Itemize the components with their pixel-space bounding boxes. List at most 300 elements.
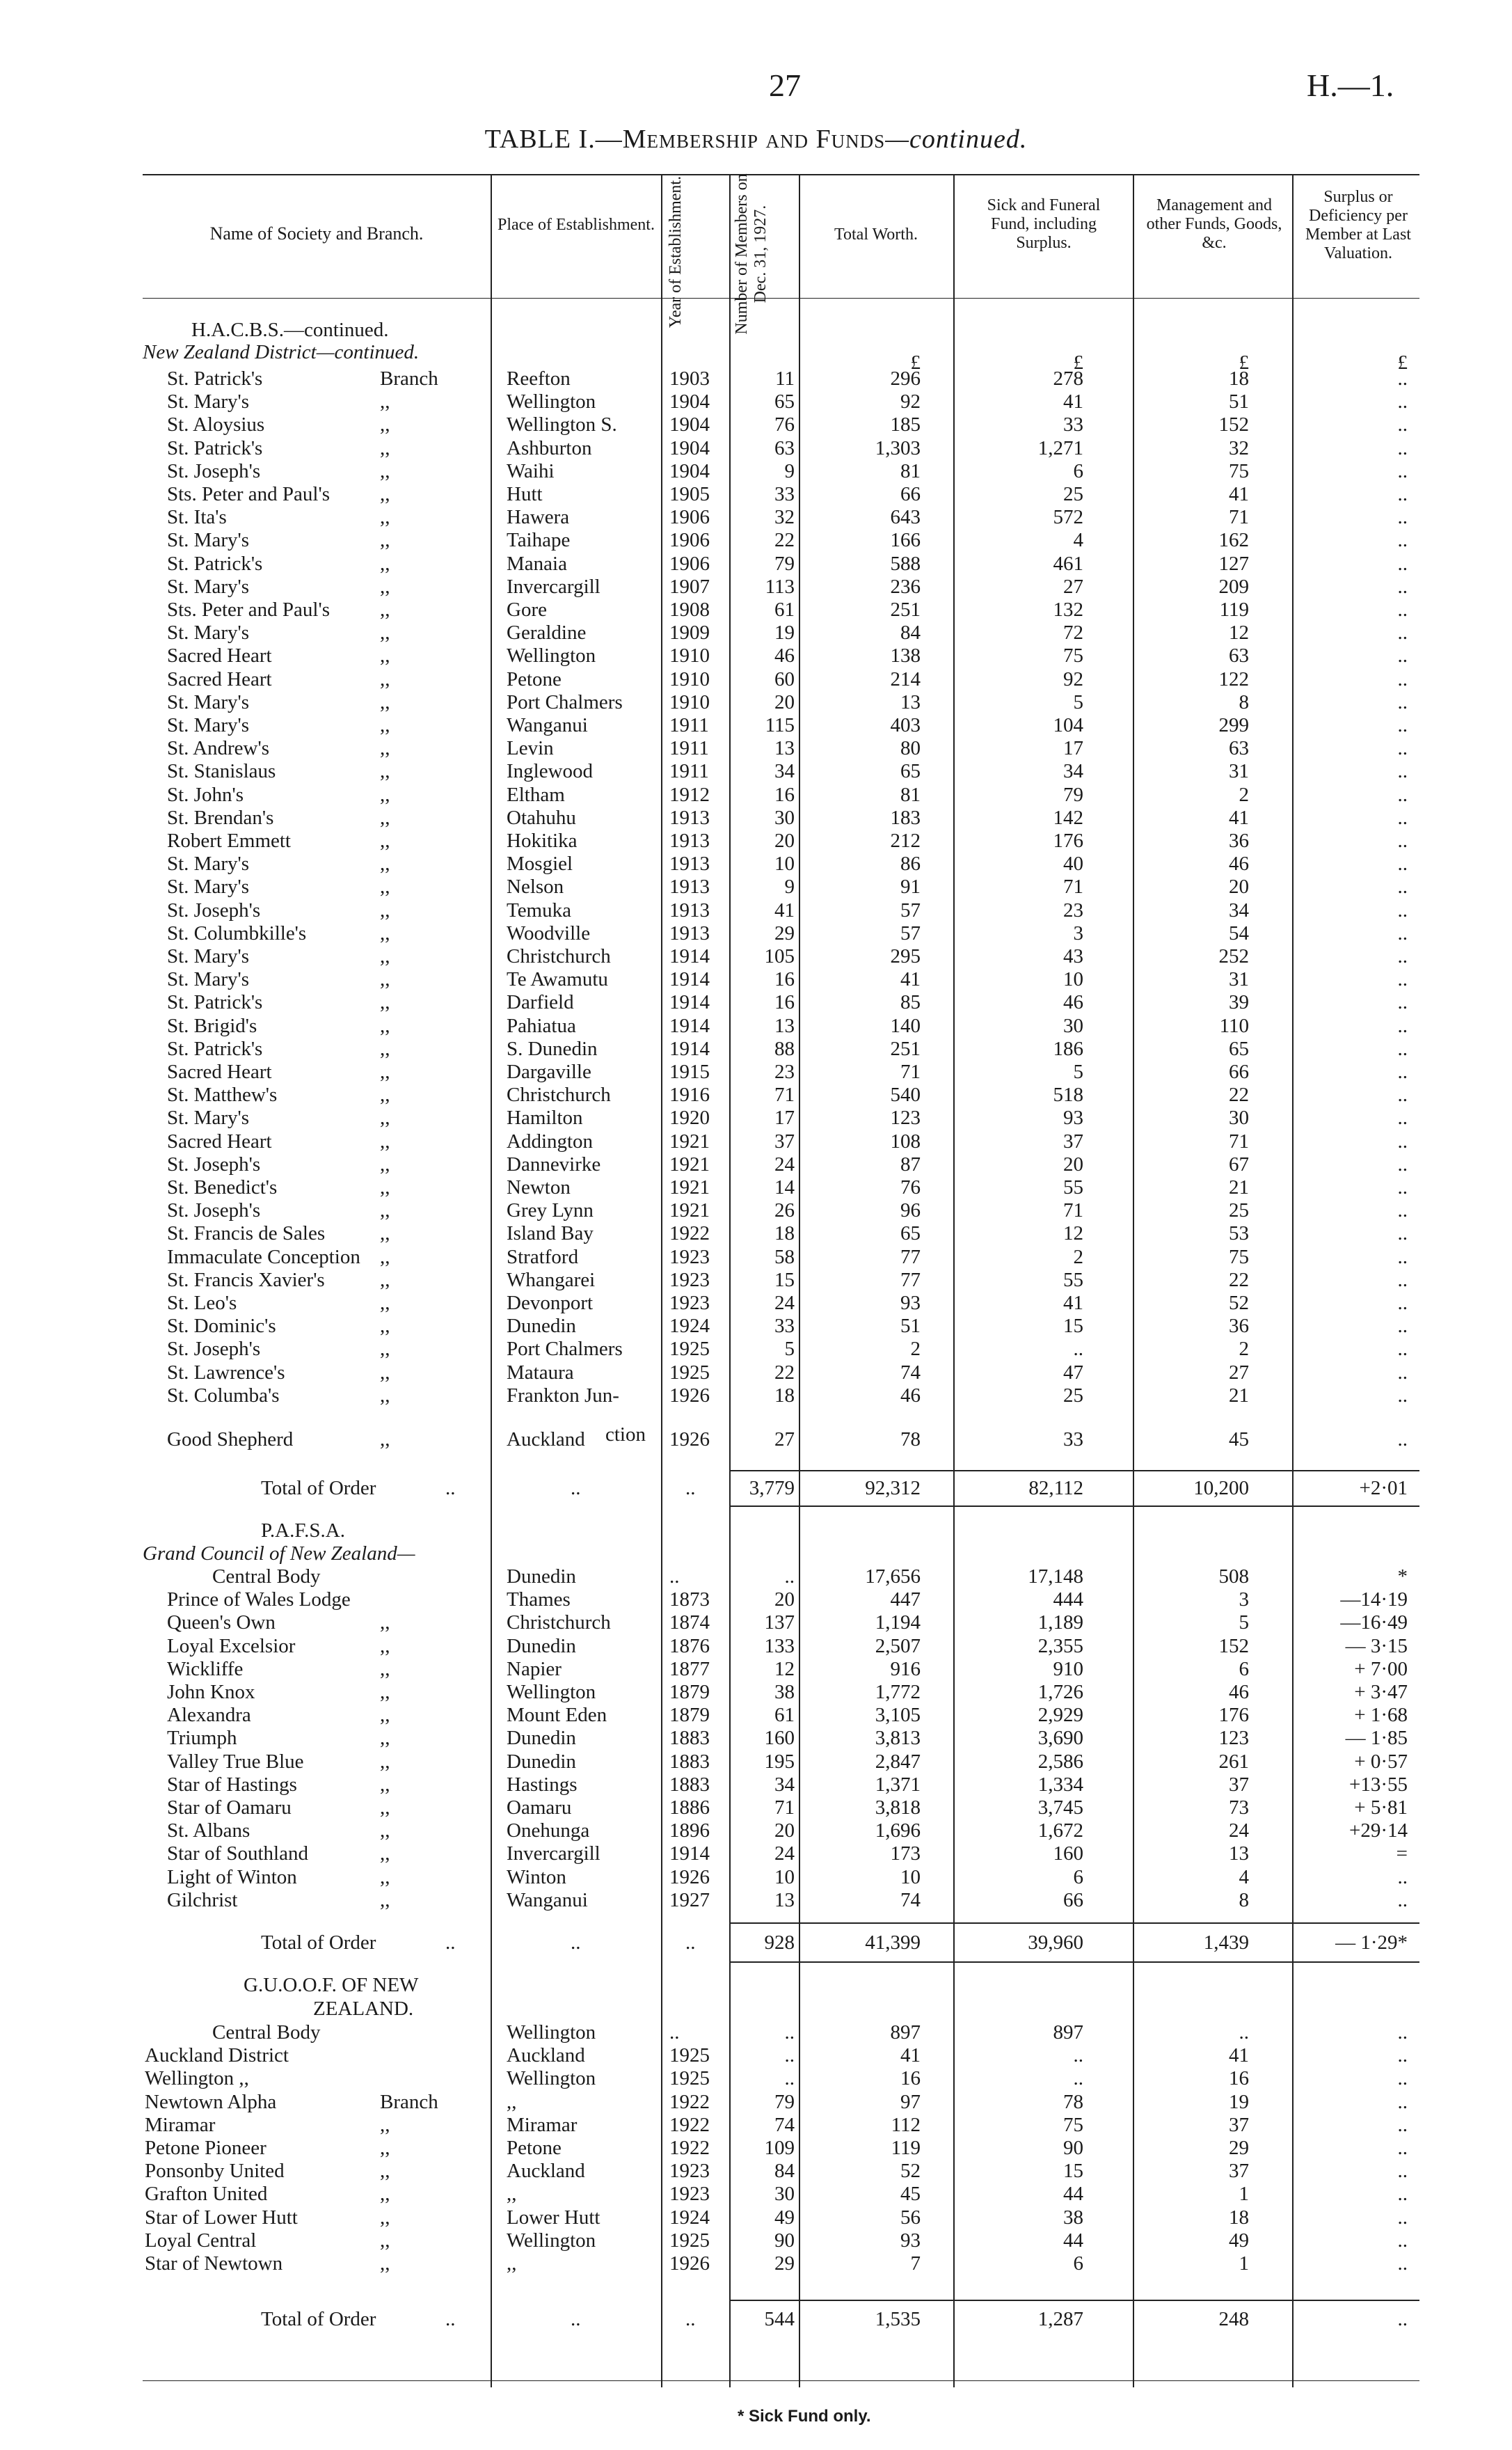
sick-funeral-fund: 1,672: [1037, 1819, 1083, 1842]
surplus-per-member: ..: [1397, 1865, 1408, 1888]
total-worth: 2,507: [875, 1634, 921, 1657]
ditto-mark: ,,: [380, 853, 390, 876]
sick-funeral-fund: 90: [1063, 2137, 1083, 2159]
place-of-establishment: Napier: [507, 1657, 562, 1680]
surplus-per-member: =: [1396, 1842, 1408, 1865]
total-worth: 643: [890, 506, 921, 529]
member-count: 11: [775, 368, 795, 390]
management-funds: 162: [1218, 529, 1249, 552]
ditto-mark: ,,: [380, 1657, 390, 1680]
table-row: [0, 760, 1512, 783]
table-row: [0, 1246, 1512, 1269]
place-of-establishment: Auckland: [507, 2160, 585, 2183]
member-count: 58: [774, 1245, 795, 1268]
header-sick: Sick and Funeral Fund, including Surplus.: [987, 196, 1101, 252]
ditto-mark: ,,: [380, 1245, 390, 1268]
total-worth: 1,535: [875, 2308, 921, 2330]
year-established: 1883: [669, 1750, 710, 1773]
member-count: ..: [784, 2044, 795, 2067]
year-established: 1883: [669, 1727, 710, 1750]
guoof-heading-1: G.U.O.O.F. OF NEW: [244, 1974, 419, 1996]
sick-funeral-fund: 6: [1073, 459, 1083, 482]
place-of-establishment: Wellington: [507, 1681, 596, 1703]
year-established: 1909: [669, 622, 710, 645]
currency-sick: £: [1073, 351, 1083, 374]
member-count: 13: [774, 1888, 795, 1911]
year-established: 1896: [669, 1819, 710, 1842]
place-of-establishment: Petone: [507, 2137, 562, 2159]
year-established: 1925: [669, 2044, 710, 2067]
member-count: 18: [774, 1222, 795, 1245]
ditto-mark: ,,: [380, 2160, 390, 2183]
sick-funeral-fund: 2,355: [1037, 1634, 1083, 1657]
member-count: 17: [774, 1107, 795, 1130]
year-established: 1924: [669, 2206, 710, 2229]
member-count: 13: [774, 1014, 795, 1037]
society-name: Grafton United: [145, 2183, 268, 2206]
surplus-per-member: +29·14: [1348, 1819, 1408, 1842]
sick-funeral-fund: 461: [1053, 552, 1083, 575]
ditto-mark: ,,: [380, 968, 390, 991]
place-of-establishment: Wellington: [507, 2229, 596, 2252]
leader-dots: ..: [685, 1931, 696, 1954]
year-established: 1904: [669, 436, 710, 459]
member-count: 79: [774, 2090, 795, 2113]
table-row: [0, 668, 1512, 691]
table-row: [0, 899, 1512, 922]
management-funds: 29: [1229, 2137, 1249, 2159]
member-count: 65: [774, 390, 795, 413]
year-established: 1922: [669, 2137, 710, 2159]
year-established: 1922: [669, 2113, 710, 2136]
surplus-per-member: ..: [1397, 922, 1408, 945]
surplus-per-member: ..: [1397, 1338, 1408, 1361]
ditto-mark: ,,: [380, 1611, 390, 1634]
total-worth: 3,105: [875, 1704, 921, 1727]
table-row: [0, 1889, 1512, 1912]
management-funds: 52: [1229, 1292, 1249, 1314]
ditto-mark: ,,: [380, 622, 390, 645]
leader-dots: ..: [445, 1931, 456, 1954]
member-count: 19: [774, 622, 795, 645]
place-of-establishment: ,,: [507, 2252, 517, 2275]
sick-funeral-fund: 41: [1063, 1292, 1083, 1314]
society-name: St. Lawrence's: [167, 1361, 285, 1384]
surplus-per-member: ..: [1397, 1384, 1408, 1407]
management-funds: 3: [1239, 1588, 1249, 1611]
management-funds: 110: [1219, 1014, 1249, 1037]
table-row: [0, 1130, 1512, 1153]
table-row: [0, 714, 1512, 737]
surplus-per-member: ..: [1397, 1130, 1408, 1153]
ditto-mark: ,,: [380, 1014, 390, 1037]
table-row: [0, 413, 1512, 436]
leader-dots: ..: [445, 1477, 456, 1499]
ditto-mark: ,,: [380, 1796, 390, 1819]
header-year: Year of Establishment.: [667, 175, 685, 329]
society-name: Sts. Peter and Paul's: [167, 483, 330, 505]
member-count: 32: [774, 506, 795, 529]
member-count: 20: [774, 1588, 795, 1611]
society-name: Loyal Central: [145, 2229, 257, 2252]
place-of-establishment: Levin: [507, 737, 554, 760]
ditto-mark: ,,: [380, 1384, 390, 1407]
management-funds: 21: [1229, 1176, 1249, 1199]
total-sick: 1,287: [1037, 2308, 1083, 2330]
surplus-per-member: ..: [1397, 690, 1408, 713]
surplus-per-member: ..: [1397, 806, 1408, 829]
total-worth: 1,772: [875, 1681, 921, 1703]
member-count: 61: [774, 599, 795, 621]
year-established: 1920: [669, 1107, 710, 1130]
total-worth: 2: [910, 1338, 921, 1361]
total-worth: 13: [900, 690, 921, 713]
total-worth: 897: [890, 2021, 921, 2044]
member-count: 137: [764, 1611, 795, 1634]
table-row: [0, 1015, 1512, 1038]
society-name: Star of Southland: [167, 1842, 308, 1865]
member-count: 113: [765, 575, 795, 598]
surplus-per-member: ..: [1397, 1107, 1408, 1130]
society-name: Wickliffe: [167, 1657, 244, 1680]
ditto-mark: ,,: [380, 1704, 390, 1727]
sick-funeral-fund: 6: [1073, 2252, 1083, 2275]
management-funds: 22: [1229, 1084, 1249, 1107]
society-name: St. Mary's: [167, 690, 250, 713]
total-worth: 93: [900, 2229, 921, 2252]
total-worth: 66: [900, 483, 921, 505]
year-established: ..: [669, 1565, 680, 1588]
year-established: 1913: [669, 806, 710, 829]
society-name: Star of Hastings: [167, 1773, 297, 1796]
sick-funeral-fund: 72: [1063, 622, 1083, 645]
table-row: [0, 2229, 1512, 2252]
member-count: 10: [774, 1865, 795, 1888]
sick-funeral-fund: 44: [1063, 2229, 1083, 2252]
year-established: 1914: [669, 1037, 710, 1060]
table-row: [0, 1038, 1512, 1061]
table-row: [0, 2252, 1512, 2275]
table-row: [0, 1750, 1512, 1773]
pafsa-total-rule-top: [729, 1922, 1419, 1924]
table-row: [0, 1611, 1512, 1634]
total-worth: 41: [900, 968, 921, 991]
society-name: Newtown Alpha: [145, 2090, 277, 2113]
surplus-per-member: ..: [1397, 645, 1408, 667]
management-funds: 66: [1229, 1061, 1249, 1083]
ditto-mark: ,,: [380, 1842, 390, 1865]
ditto-mark: ,,: [380, 922, 390, 945]
member-count: 71: [774, 1084, 795, 1107]
table-row: [0, 1727, 1512, 1750]
place-of-establishment: Taihape: [507, 529, 571, 552]
currency-mgmt: £: [1239, 351, 1249, 374]
member-count: 33: [774, 1315, 795, 1338]
table-row: [0, 1384, 1512, 1407]
sick-funeral-fund: 66: [1063, 1888, 1083, 1911]
member-count: 5: [784, 1338, 795, 1361]
year-established: ..: [669, 2021, 680, 2044]
society-name: St. Matthew's: [167, 1084, 278, 1107]
year-established: 1923: [669, 1292, 710, 1314]
year-established: 1926: [669, 1428, 710, 1451]
society-name: St. Stanislaus: [167, 760, 276, 783]
total-worth: 93: [900, 1292, 921, 1314]
year-established: 1921: [669, 1153, 710, 1176]
total-worth: 56: [900, 2206, 921, 2229]
sick-funeral-fund: 43: [1063, 945, 1083, 967]
sick-funeral-fund: ..: [1073, 2044, 1083, 2067]
member-count: 63: [774, 436, 795, 459]
sick-funeral-fund: 15: [1063, 1315, 1083, 1338]
member-count: 60: [774, 667, 795, 690]
member-count: 133: [764, 1634, 795, 1657]
place-of-establishment: Frankton Jun-: [507, 1384, 619, 1407]
ditto-mark: ,,: [380, 459, 390, 482]
total-worth: 185: [890, 413, 921, 436]
pafsa-heading: P.A.F.S.A.: [261, 1519, 345, 1542]
sick-funeral-fund: 2,586: [1037, 1750, 1083, 1773]
member-count: 24: [774, 1842, 795, 1865]
management-funds: 18: [1229, 2206, 1249, 2229]
sick-funeral-fund: 10: [1063, 968, 1083, 991]
surplus-per-member: ..: [1397, 1176, 1408, 1199]
management-funds: 71: [1229, 1130, 1249, 1153]
member-count: 27: [774, 1428, 795, 1451]
management-funds: 1: [1239, 2252, 1249, 2275]
place-of-establishment: Nelson: [507, 876, 564, 899]
sick-funeral-fund: 3,745: [1037, 1796, 1083, 1819]
year-established: 1924: [669, 1315, 710, 1338]
year-established: 1903: [669, 368, 710, 390]
ditto-mark: ,,: [380, 599, 390, 621]
table-row: [0, 645, 1512, 667]
table-row: [0, 1361, 1512, 1384]
society-name: Central Body: [212, 2021, 321, 2044]
total-worth: 52: [900, 2160, 921, 2183]
society-name: St. Mary's: [167, 714, 250, 736]
sick-funeral-fund: 55: [1063, 1268, 1083, 1291]
place-of-establishment: Dunedin: [507, 1750, 576, 1773]
table-row: [0, 1222, 1512, 1245]
member-count: 34: [774, 1773, 795, 1796]
member-count: 16: [774, 968, 795, 991]
total-label: Total of Order: [261, 2308, 376, 2330]
place-of-establishment: Hastings: [507, 1773, 578, 1796]
surplus-per-member: ..: [1397, 1153, 1408, 1176]
total-worth: 65: [900, 1222, 921, 1245]
place-of-establishment: Wanganui: [507, 1888, 588, 1911]
sick-funeral-fund: 142: [1053, 806, 1083, 829]
year-established: 1911: [669, 760, 709, 783]
management-funds: 22: [1229, 1268, 1249, 1291]
management-funds: 75: [1229, 459, 1249, 482]
place-of-establishment: Wellington: [507, 645, 596, 667]
year-established: 1914: [669, 1014, 710, 1037]
member-count: 37: [774, 1130, 795, 1153]
year-established: 1879: [669, 1704, 710, 1727]
total-mgmt: 248: [1218, 2308, 1249, 2330]
surplus-per-member: ..: [1397, 2021, 1408, 2044]
total-worth: 140: [890, 1014, 921, 1037]
surplus-per-member: ..: [1397, 830, 1408, 852]
member-count: 13: [774, 737, 795, 760]
society-name: St. Mary's: [167, 853, 250, 876]
ditto-mark: ,,: [380, 2252, 390, 2275]
society-name: St. Brigid's: [167, 1014, 257, 1037]
total-worth: 112: [891, 2113, 921, 2136]
total-worth: 251: [890, 599, 921, 621]
surplus-per-member: + 7·00: [1354, 1657, 1408, 1680]
sick-funeral-fund: 75: [1063, 645, 1083, 667]
society-name: Star of Lower Hutt: [145, 2206, 298, 2229]
header-place: Place of Establishment.: [498, 216, 655, 234]
society-name: St. Mary's: [167, 1107, 250, 1130]
management-funds: 63: [1229, 645, 1249, 667]
sick-funeral-fund: 33: [1063, 1428, 1083, 1451]
sick-funeral-fund: 2: [1073, 1245, 1083, 1268]
member-count: 195: [764, 1750, 795, 1773]
year-established: 1926: [669, 1384, 710, 1407]
sick-funeral-fund: 1,271: [1037, 436, 1083, 459]
total-worth: 57: [900, 899, 921, 922]
sick-funeral-fund: 3: [1073, 922, 1083, 945]
member-count: ..: [784, 2067, 795, 2090]
sick-funeral-fund: ..: [1073, 2067, 1083, 2090]
table-row: [0, 737, 1512, 760]
member-count: 14: [774, 1176, 795, 1199]
society-name: St. Columba's: [167, 1384, 280, 1407]
sick-funeral-fund: 6: [1073, 1865, 1083, 1888]
place-of-establishment: Wellington: [507, 2067, 596, 2090]
total-worth: 81: [900, 459, 921, 482]
society-name: Sacred Heart: [167, 667, 272, 690]
ditto-mark: ,,: [380, 1750, 390, 1773]
surplus-per-member: ..: [1397, 945, 1408, 967]
management-funds: 49: [1229, 2229, 1249, 2252]
table-row: [0, 599, 1512, 622]
ditto-mark: ,,: [380, 1361, 390, 1384]
title-prefix: TABLE I.—: [484, 125, 623, 154]
member-count: 9: [784, 876, 795, 899]
surplus-per-member: — 3·15: [1345, 1634, 1408, 1657]
management-funds: 209: [1218, 575, 1249, 598]
guoof-heading-2: ZEALAND.: [313, 1998, 414, 2020]
place-of-establishment: Port Chalmers: [507, 1338, 623, 1361]
surplus-per-member: ..: [1397, 436, 1408, 459]
year-established: 1921: [669, 1176, 710, 1199]
society-name: Wellington ,,: [145, 2067, 249, 2090]
ditto-mark: ,,: [380, 783, 390, 806]
management-funds: 25: [1229, 1199, 1249, 1222]
ditto-mark: ,,: [380, 1292, 390, 1314]
total-worth: 3,818: [875, 1796, 921, 1819]
place-continuation: ction: [605, 1423, 646, 1446]
total-worth: 77: [900, 1268, 921, 1291]
management-funds: 16: [1229, 2067, 1249, 2090]
table-row: [0, 2137, 1512, 2160]
management-funds: 299: [1218, 714, 1249, 736]
ditto-mark: ,,: [380, 2137, 390, 2159]
surplus-per-member: + 0·57: [1354, 1750, 1408, 1773]
member-count: 105: [764, 945, 795, 967]
management-funds: 8: [1239, 690, 1249, 713]
place-of-establishment: Mosgiel: [507, 853, 573, 876]
table-row: [0, 2160, 1512, 2183]
total-worth: 74: [900, 1888, 921, 1911]
year-established: 1912: [669, 783, 710, 806]
surplus-per-member: ..: [1397, 2252, 1408, 2275]
surplus-per-member: ..: [1397, 1037, 1408, 1060]
ditto-mark: ,,: [380, 667, 390, 690]
pafsa-total-rule-bottom: [729, 1961, 1419, 1963]
year-established: 1879: [669, 1681, 710, 1703]
year-established: 1910: [669, 667, 710, 690]
total-worth: 119: [891, 2137, 921, 2159]
place-of-establishment: Auckland: [507, 1428, 585, 1451]
header-worth: Total Worth.: [834, 226, 918, 244]
total-worth: 1,303: [875, 436, 921, 459]
sick-funeral-fund: 104: [1053, 714, 1083, 736]
society-name: St. Mary's: [167, 876, 250, 899]
place-of-establishment: Lower Hutt: [507, 2206, 600, 2229]
place-of-establishment: Eltham: [507, 783, 565, 806]
table-row: [0, 1635, 1512, 1658]
place-of-establishment: Miramar: [507, 2113, 578, 2136]
table-row: [0, 1292, 1512, 1315]
table-title: [0, 124, 1512, 155]
place-of-establishment: Island Bay: [507, 1222, 594, 1245]
total-worth: 78: [900, 1428, 921, 1451]
society-name: John Knox: [167, 1681, 255, 1703]
total-worth: 85: [900, 991, 921, 1014]
place-of-establishment: Stratford: [507, 1245, 579, 1268]
society-name: Sacred Heart: [167, 645, 272, 667]
table-row: [0, 1866, 1512, 1889]
table-row: [0, 2091, 1512, 2114]
total-worth: 71: [900, 1061, 921, 1083]
total-worth: 51: [900, 1315, 921, 1338]
ditto-mark: ,,: [380, 413, 390, 436]
management-funds: 127: [1218, 552, 1249, 575]
year-established: 1877: [669, 1657, 710, 1680]
society-name: Good Shepherd: [167, 1428, 294, 1451]
total-worth: 86: [900, 853, 921, 876]
hacbs-heading: H.A.C.B.S.—continued.: [191, 319, 389, 341]
ditto-mark: ,,: [380, 1865, 390, 1888]
total-worth: 80: [900, 737, 921, 760]
member-count: 90: [774, 2229, 795, 2252]
ditto-mark: ,,: [380, 1338, 390, 1361]
sick-funeral-fund: ..: [1073, 1338, 1083, 1361]
sick-funeral-fund: 132: [1053, 599, 1083, 621]
society-name: St. Mary's: [167, 968, 250, 991]
management-funds: 31: [1229, 968, 1249, 991]
surplus-per-member: ..: [1397, 1268, 1408, 1291]
total-mgmt: 10,200: [1193, 1477, 1249, 1499]
header-surplus: Surplus or Deficiency per Member at Last Valuation.: [1305, 188, 1411, 262]
total-members: 928: [764, 1931, 795, 1954]
member-count: 115: [765, 714, 795, 736]
table-row: [0, 2206, 1512, 2229]
sick-funeral-fund: 25: [1063, 1384, 1083, 1407]
table-row: [0, 784, 1512, 807]
member-count: 160: [764, 1727, 795, 1750]
sick-funeral-fund: 41: [1063, 390, 1083, 413]
ditto-mark: ,,: [380, 1037, 390, 1060]
member-count: 30: [774, 806, 795, 829]
member-count: 22: [774, 1361, 795, 1384]
